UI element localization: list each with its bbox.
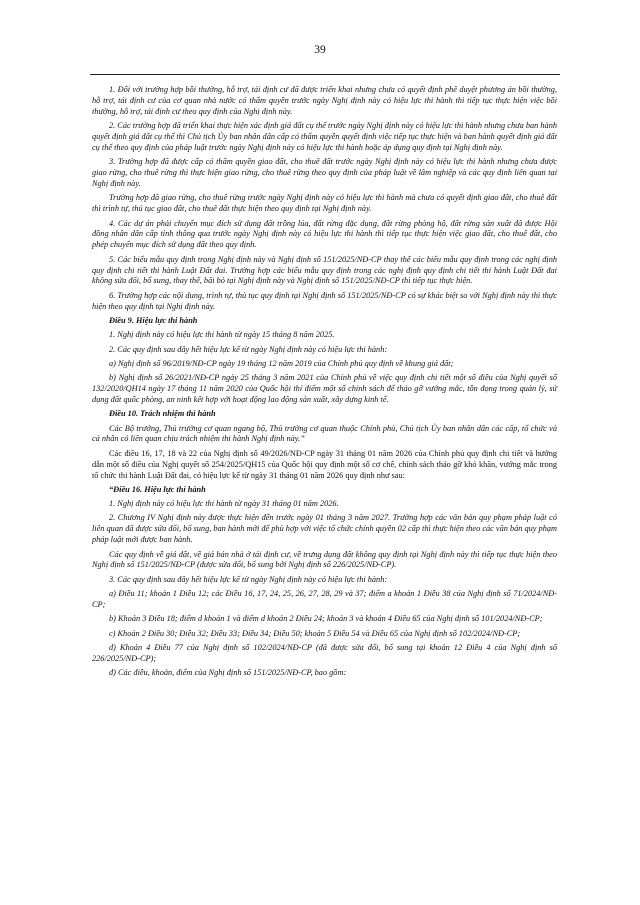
paragraph: 1. Nghị định này có hiệu lực thi hành từ ngày 15 tháng 8 năm 2025. <box>109 330 335 340</box>
header-rule <box>90 74 560 75</box>
paragraph: Các điều 16, 17, 18 và 22 của Nghị định số 49/2026/NĐ-CP ngày 31 tháng 01 năm 2026 của Chính phủ quy định chi tiết và hướng dẫn một số điều của Nghị quyết số 254/2025/QH15 của Quốc hội quy định một số cơ chế, chính sách tháo gỡ khó khăn, vướng mắc trong tổ chức thi hành Luật Đất đai, có hiệu lực kể từ ngày 31 tháng 01 năm 2026 quy định như sau: <box>92 448 557 480</box>
page-number: 39 <box>314 44 326 56</box>
paragraph: đ) Các điều, khoản, điểm của Nghị định số 151/2025/NĐ-CP, bao gồm: <box>109 668 347 678</box>
paragraph: 2. Các trường hợp đã triển khai thực hiện xác định giá đất cụ thể trước ngày Nghị định này có hiệu lực thi hành nhưng chưa ban hành quyết định giá đất cụ thể thì Chủ tịch Ủy ban nhân dân cấp có thẩm quyền quyết định việc tiếp tục thực hiện và ban hành quyết định giá đất cụ thể theo quy định của pháp luật trước ngày Nghị định này có hiệu lực thi hành hoặc áp dụng quy định tại Nghị định này. <box>92 121 557 152</box>
paragraph: Trường hợp đã giao rừng, cho thuê rừng trước ngày Nghị định này có hiệu lực thi hành mà chưa có quyết định giao đất, cho thuê đất thì trình tự, thủ tục giao đất, cho thuê đất thực hiện theo quy định tại Nghị định này. <box>92 193 557 214</box>
article-heading: Điều 10. Trách nhiệm thi hành <box>109 409 216 419</box>
paragraph: 1. Nghị định này có hiệu lực thi hành từ ngày 31 tháng 01 năm 2026. <box>109 499 339 509</box>
paragraph: b) Khoản 3 Điều 18; điểm d khoản 1 và điểm d khoản 2 Điều 24; khoản 3 và khoản 4 Điều 65 của Nghị định số 101/2024/NĐ-CP; <box>109 614 543 624</box>
paragraph: 5. Các biểu mẫu quy định trong Nghị định này và Nghị định số 151/2025/NĐ-CP thay thế các biểu mẫu quy định trong các nghị định quy định chi tiết thi hành Luật Đất đai. Trường hợp các biểu mẫu quy định trong các nghị định quy định chi tiết thi hành Luật Đất đai không sửa đổi, bổ sung, thay thế, bãi bỏ tại Nghị định này và Nghị định số 151/2025/NĐ-CP thì tiếp tục thực hiện. <box>92 254 557 286</box>
paragraph: c) Khoản 2 Điều 30; Điều 32; Điều 33; Điều 34; Điều 50; khoản 5 Điều 54 và Điều 65 của Nghị định số 102/2024/NĐ-CP; <box>109 628 521 638</box>
paragraph: a) Điều 11; khoản 1 Điều 12; các Điều 16, 17, 24, 25, 26, 27, 28, 29 và 37; điểm a khoản 1 Điều 38 của Nghị định số 71/2024/NĐ-CP; <box>92 589 557 609</box>
paragraph: 6. Trường hợp các nội dung, trình tự, thủ tục quy định tại Nghị định số 151/2025/NĐ-CP có sự khác biệt so với Nghị định này thì thực hiện theo quy định tại Nghị định này. <box>92 290 557 311</box>
paragraph: 1. Đối với trường hợp bồi thường, hỗ trợ, tái định cư đã được triển khai nhưng chưa có quyết định phê duyệt phương án bồi thường, hỗ trợ, tái định cư của cơ quan nhà nước có thẩm quyền trước ngày Nghị định này có hiệu lực thi hành thì tiếp tục thực hiện việc bồi thường, hỗ trợ, tái định cư theo quy định của Nghị định này. <box>92 85 557 116</box>
paragraph: 2. Các quy định sau đây hết hiệu lực kể từ ngày Nghị định này có hiệu lực thi hành: <box>109 344 388 354</box>
document-body <box>92 85 557 682</box>
paragraph: 3. Các quy định sau đây hết hiệu lực kể từ ngày Nghị định này có hiệu lực thi hành: <box>109 574 388 584</box>
paragraph: a) Nghị định số 96/2019/NĐ-CP ngày 19 tháng 12 năm 2019 của Chính phủ quy định về khung giá đất; <box>109 358 454 368</box>
paragraph: Các Bộ trưởng, Thủ trưởng cơ quan ngang bộ, Thủ trưởng cơ quan thuộc Chính phủ, Chủ tịch Ủy ban nhân dân các cấp, tổ chức và cá nhân có liên quan chịu trách nhiệm thi hành Nghị định này.” <box>92 423 557 444</box>
paragraph: d) Khoản 4 Điều 77 của Nghị định số 102/2024/NĐ-CP (đã được sửa đổi, bổ sung tại khoản 12 Điều 4 của Nghị định số 226/2025/NĐ-CP); <box>92 642 557 663</box>
paragraph: b) Nghị định số 26/2021/NĐ-CP ngày 25 tháng 3 năm 2021 của Chính phủ về việc quy định chi tiết một số điều của Nghị quyết số 132/2020/QH14 ngày 17 tháng 11 năm 2020 của Quốc hội thí điểm một số chính sách để tháo gỡ vướng mắc, tồn đọng trong quản lý, sử dụng đất quốc phòng, an ninh kết hợp với hoạt động lao động sản xuất, xây dựng kinh tế. <box>92 373 557 404</box>
paragraph: Các quy định về giá đất, về giá bán nhà ở tái định cư, về trưng dụng đất không quy định tại Nghị định này thì tiếp tục thực hiện theo Nghị định số 151/2025/NĐ-CP (được sửa đổi, bổ sung bởi Nghị định số 226/2025/NĐ-CP). <box>92 549 557 570</box>
article-heading: Điều 9. Hiệu lực thi hành <box>109 315 198 325</box>
article-heading: “Điều 16. Hiệu lực thi hành <box>109 484 206 494</box>
paragraph: 3. Trường hợp đã được cấp có thẩm quyền giao đất, cho thuê đất trước ngày Nghị định này có hiệu lực thi hành nhưng chưa được giao rừng, cho thuê rừng thì thực hiện giao rừng, cho thuê rừng theo quy định của pháp luật về lâm nghiệp và các quy định liên quan tại Nghị định này. <box>92 157 557 189</box>
paragraph: 4. Các dự án phải chuyển mục đích sử dụng đất trồng lúa, đất rừng đặc dụng, đất rừng phòng hộ, đất rừng sản xuất đã được Hội đồng nhân dân cấp tỉnh thông qua trước ngày Nghị định này có hiệu lực thi hành thì tiếp tục thực hiện việc giao đất, cho thuê đất, cho phép chuyển mục đích sử dụng đất theo quy định. <box>92 218 557 250</box>
paragraph: 2. Chương IV Nghị định này được thực hiện đến trước ngày 01 tháng 3 năm 2027. Trường hợp các văn bản quy phạm pháp luật có liên quan đã được sửa đổi, bổ sung, ban hành mới để phù hợp với việc tổ chức chính quyền 02 cấp thì thực hiện theo các văn bản quy phạm pháp luật mới được ban hành. <box>92 513 557 545</box>
